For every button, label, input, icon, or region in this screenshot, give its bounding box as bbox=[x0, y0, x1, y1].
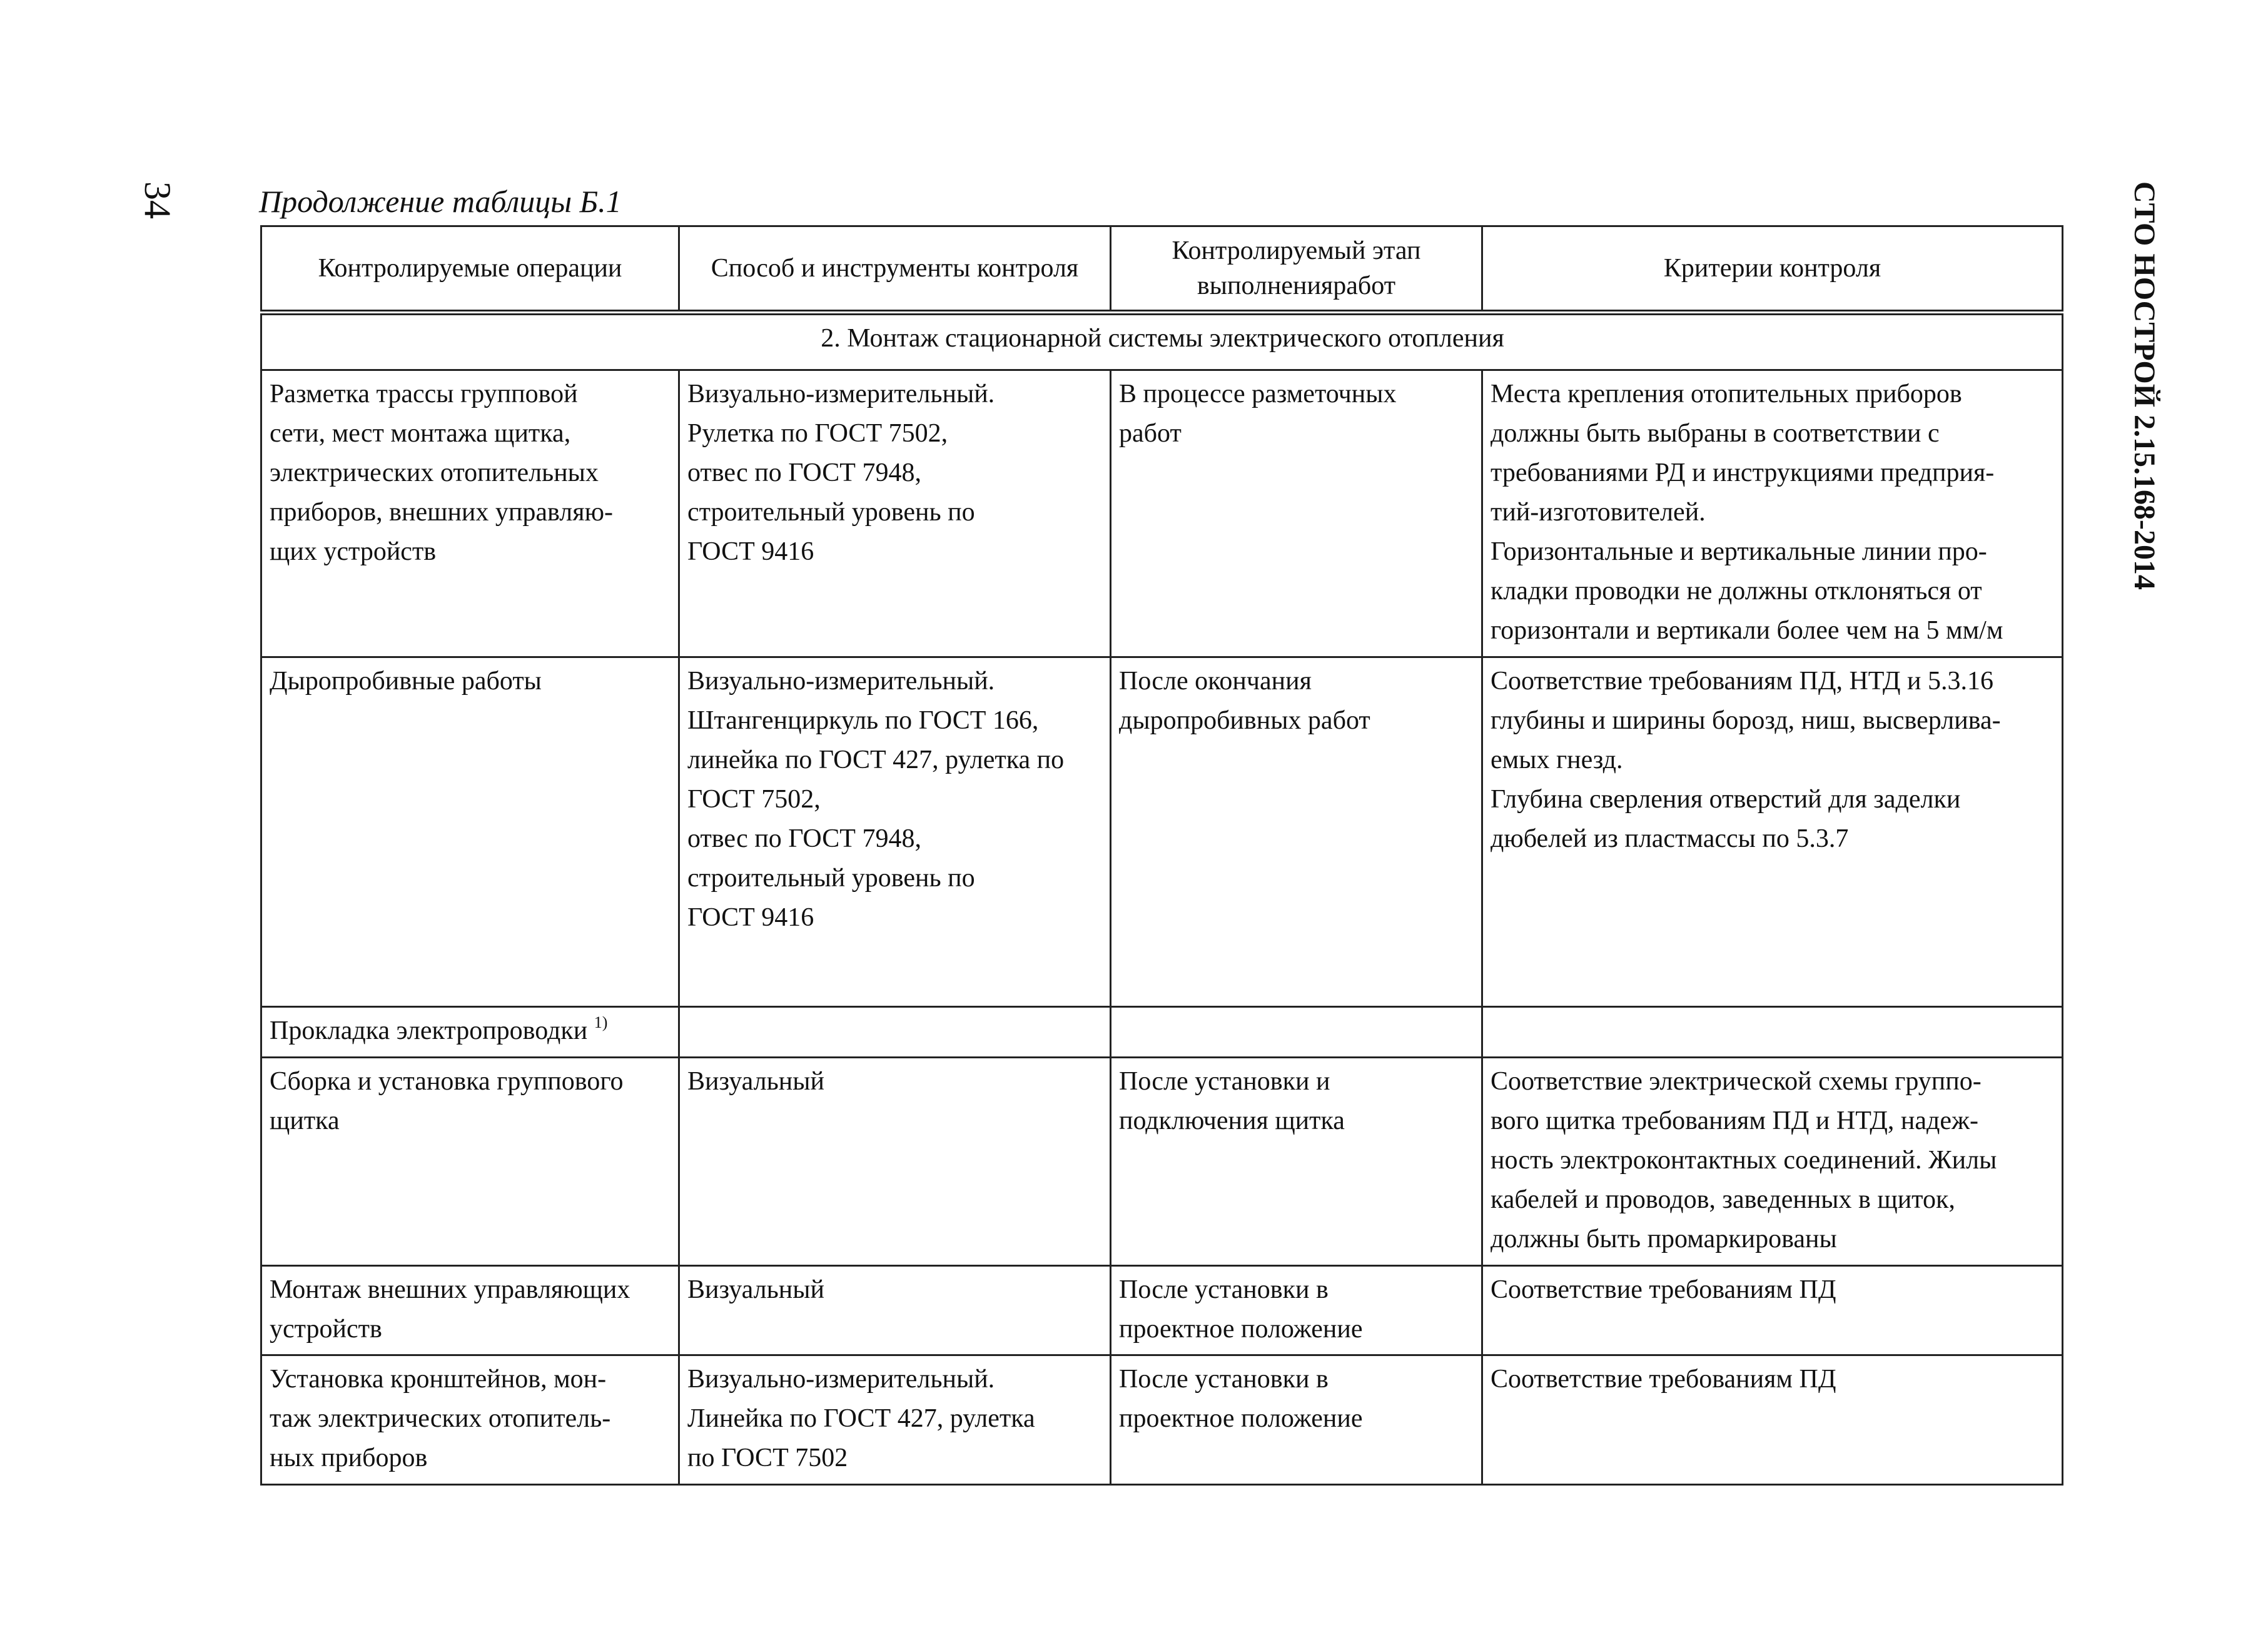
cell-text-line: проектное положение bbox=[1119, 1315, 1363, 1344]
cell-text-line: щитка bbox=[270, 1106, 340, 1135]
cell-text-line: Прокладка электропроводки $^{1)}$ bbox=[270, 1013, 608, 1045]
cell-operation bbox=[261, 1007, 679, 1058]
cell-stage bbox=[1111, 1355, 1482, 1485]
cell-method bbox=[679, 657, 1111, 1007]
cell-text-line: горизонтали и вертикали более чем на 5 мм/м bbox=[1491, 616, 2003, 645]
table-caption: Продолжение таблицы Б.1 bbox=[259, 184, 622, 219]
cell-text-line: Соответствие требованиям ПД, НТД и 5.3.16 bbox=[1491, 667, 1993, 696]
section-title: 2. Монтаж стационарной системы электрического отопления bbox=[261, 313, 2063, 370]
cell-text-line: тий-изготовителей. bbox=[1491, 498, 1706, 527]
cell-text-line: Сборка и установка группового bbox=[270, 1067, 624, 1096]
cell-criteria bbox=[1482, 1266, 2063, 1355]
cell-text-line: требованиями РД и инструкциями предприя- bbox=[1491, 458, 1995, 487]
table-row bbox=[261, 1355, 2063, 1485]
cell-method bbox=[679, 1058, 1111, 1266]
cell-text-line: работ bbox=[1119, 419, 1182, 448]
cell-text-line: дюбелей из пластмассы по 5.3.7 bbox=[1491, 824, 1849, 853]
cell-stage bbox=[1111, 1266, 1482, 1355]
header-line: Контролируемый этап bbox=[1172, 236, 1421, 265]
cell-text-line: ГОСТ 9416 bbox=[687, 903, 814, 932]
cell-text-line: ность электроконтактных соединений. Жилы bbox=[1491, 1146, 1997, 1175]
cell-text-line: должны быть промаркированы bbox=[1491, 1225, 1837, 1253]
cell-text-line: ных приборов bbox=[270, 1444, 428, 1472]
header-line: Контролируемые операции bbox=[318, 254, 622, 283]
cell-text-line: вого щитка требованиям ПД и НТД, надеж- bbox=[1491, 1106, 1979, 1135]
footnote-marker: 1) bbox=[594, 1013, 608, 1031]
cell-text-line: Штангенциркуль по ГОСТ 166, bbox=[687, 706, 1039, 735]
cell-text-line: электрических отопительных bbox=[270, 458, 599, 487]
cell-text-line: Рулетка по ГОСТ 7502, bbox=[687, 419, 948, 448]
cell-text-line: Монтаж внешних управляющих bbox=[270, 1275, 630, 1304]
cell-text-line: щих устройств bbox=[270, 537, 437, 566]
cell-operation bbox=[261, 370, 679, 657]
cell-text-line: строительный уровень по bbox=[687, 864, 975, 893]
header-operations bbox=[261, 226, 679, 313]
header-criteria bbox=[1482, 226, 2063, 313]
cell-text-line: Визуальный bbox=[687, 1275, 824, 1304]
cell-criteria bbox=[1482, 657, 2063, 1007]
cell-criteria bbox=[1482, 1355, 2063, 1485]
header-line: Способ и инструменты контроля bbox=[711, 254, 1079, 283]
cell-operation bbox=[261, 1058, 679, 1266]
cell-text-line: отвес по ГОСТ 7948, bbox=[687, 824, 921, 853]
cell-text-line: сети, мест монтажа щитка, bbox=[270, 419, 571, 448]
cell-text-line: строительный уровень по bbox=[687, 498, 975, 527]
cell-text-line: проектное положение bbox=[1119, 1404, 1363, 1433]
cell-stage bbox=[1111, 1007, 1482, 1058]
cell-text-line: Соответствие требованиям ПД bbox=[1491, 1275, 1836, 1304]
cell-method bbox=[679, 1007, 1111, 1058]
table-header-row bbox=[261, 226, 2063, 313]
cell-text-line: дыропробивных работ bbox=[1119, 706, 1370, 735]
table-row bbox=[261, 370, 2063, 657]
cell-text-line: Глубина сверления отверстий для заделки bbox=[1491, 785, 1961, 814]
cell-text-line: кладки проводки не должны отклоняться от bbox=[1491, 577, 1982, 605]
cell-stage bbox=[1111, 657, 1482, 1007]
document-code: СТО НОСТРОЙ 2.15.168-2014 bbox=[2128, 181, 2161, 590]
cell-method bbox=[679, 1355, 1111, 1485]
cell-criteria bbox=[1482, 370, 2063, 657]
cell-text-line: глубины и ширины борозд, ниш, высверлива- bbox=[1491, 706, 2001, 735]
table-row bbox=[261, 1266, 2063, 1355]
cell-text-line: ГОСТ 9416 bbox=[687, 537, 814, 566]
table-row bbox=[261, 1058, 2063, 1266]
cell-text-line: После установки в bbox=[1119, 1275, 1329, 1304]
cell-text-line: таж электрических отопитель- bbox=[270, 1404, 611, 1433]
header-method bbox=[679, 226, 1111, 313]
cell-text-line: отвес по ГОСТ 7948, bbox=[687, 458, 921, 487]
cell-text-line: Установка кронштейнов, мон- bbox=[270, 1365, 607, 1394]
cell-text-line: устройств bbox=[270, 1315, 382, 1344]
cell-text-line: Визуально-измерительный. bbox=[687, 1365, 995, 1394]
cell-text-line: по ГОСТ 7502 bbox=[687, 1444, 848, 1472]
cell-operation bbox=[261, 657, 679, 1007]
cell-stage bbox=[1111, 370, 1482, 657]
cell-text-line: Соответствие электрической схемы группо- bbox=[1491, 1067, 1982, 1096]
cell-text-line: подключения щитка bbox=[1119, 1106, 1345, 1135]
header-stage bbox=[1111, 226, 1482, 313]
cell-text-line: В процессе разметочных bbox=[1119, 380, 1397, 408]
table-row bbox=[261, 1007, 2063, 1058]
cell-operation bbox=[261, 1266, 679, 1355]
cell-text-line: Места крепления отопительных приборов bbox=[1491, 380, 1962, 408]
cell-text-line: кабелей и проводов, заведенных в щиток, bbox=[1491, 1185, 1955, 1214]
cell-method bbox=[679, 370, 1111, 657]
section-row bbox=[261, 313, 2063, 370]
cell-text-line: емых гнезд. bbox=[1491, 746, 1623, 774]
cell-criteria bbox=[1482, 1007, 2063, 1058]
cell-text-line: Визуальный bbox=[687, 1067, 824, 1096]
cell-text-line: Соответствие требованиям ПД bbox=[1491, 1365, 1836, 1394]
page-number: 34 bbox=[137, 181, 178, 219]
cell-text-line: После окончания bbox=[1119, 667, 1312, 696]
cell-text-line: Дыропробивные работы bbox=[270, 667, 542, 696]
cell-text-line: Горизонтальные и вертикальные линии про- bbox=[1491, 537, 1987, 566]
cell-method bbox=[679, 1266, 1111, 1355]
cell-text-line: После установки и bbox=[1119, 1067, 1330, 1096]
cell-text-line: Разметка трассы групповой bbox=[270, 380, 578, 408]
control-table bbox=[260, 225, 2063, 1486]
cell-text-line: Визуально-измерительный. bbox=[687, 667, 995, 696]
cell-criteria bbox=[1482, 1058, 2063, 1266]
table-row bbox=[261, 657, 2063, 1007]
cell-text-line: приборов, внешних управляю- bbox=[270, 498, 613, 527]
cell-text-line: Линейка по ГОСТ 427, рулетка bbox=[687, 1404, 1035, 1433]
cell-operation bbox=[261, 1355, 679, 1485]
cell-text-line: ГОСТ 7502, bbox=[687, 785, 821, 814]
cell-stage bbox=[1111, 1058, 1482, 1266]
cell-text-line: После установки в bbox=[1119, 1365, 1329, 1394]
cell-text-line: Визуально-измерительный. bbox=[687, 380, 995, 408]
cell-text-line: должны быть выбраны в соответствии с bbox=[1491, 419, 1940, 448]
header-line: выполненияработ bbox=[1197, 271, 1396, 300]
header-line: Критерии контроля bbox=[1663, 254, 1881, 283]
cell-text-line: линейка по ГОСТ 427, рулетка по bbox=[687, 746, 1065, 774]
